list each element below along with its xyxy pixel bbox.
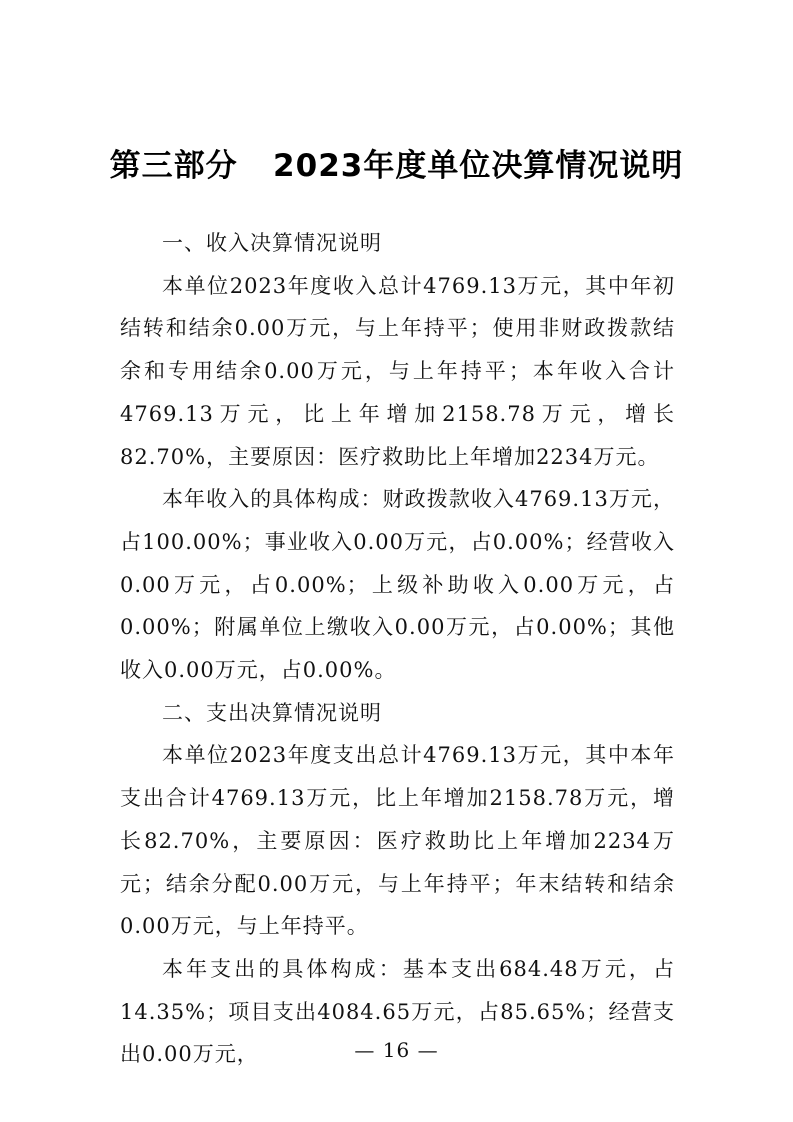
document-body (120, 222, 675, 1076)
paragraph-expense-total: 本单位2023年度支出总计4769.13万元，其中本年支出合计4769.13万元，比上年增加2158.78万元，增长82.70%，主要原因：医疗救助比上年增加2234万元；结余分配0.00万元，与上年持平；年末结转和结余0.00万元，与上年持平。 (120, 743, 675, 939)
page-number: — 16 — (354, 1038, 439, 1062)
paragraph-expense-composition: 本年支出的具体构成：基本支出684.48万元，占14.35%；项目支出4084.65万元，占85.65%；经营支出0.00万元， (120, 956, 675, 1067)
section-heading-income: 一、收入决算情况说明 (162, 231, 382, 255)
paragraph-income-composition: 本年收入的具体构成：财政拨款收入4769.13万元，占100.00%；事业收入0.00万元，占0.00%；经营收入0.00万元，占0.00%；上级补助收入0.00万元，占0.00%；附属单位上缴收入0.00万元，占0.00%；其他收入0.00万元，占0.00%。 (120, 487, 675, 683)
paragraph-income-total: 本单位2023年度收入总计4769.13万元，其中年初结转和结余0.00万元，与上年持平；使用非财政拨款结余和专用结余0.00万元，与上年持平；本年收入合计4769.13万元，比上年增加2158.78万元，增长82.70%，主要原因：医疗救助比上年增加2234万元。 (120, 273, 675, 469)
section-heading-expense: 二、支出决算情况说明 (162, 700, 382, 725)
page-title: 第三部分 2023年度单位决算情况说明 (109, 148, 684, 184)
